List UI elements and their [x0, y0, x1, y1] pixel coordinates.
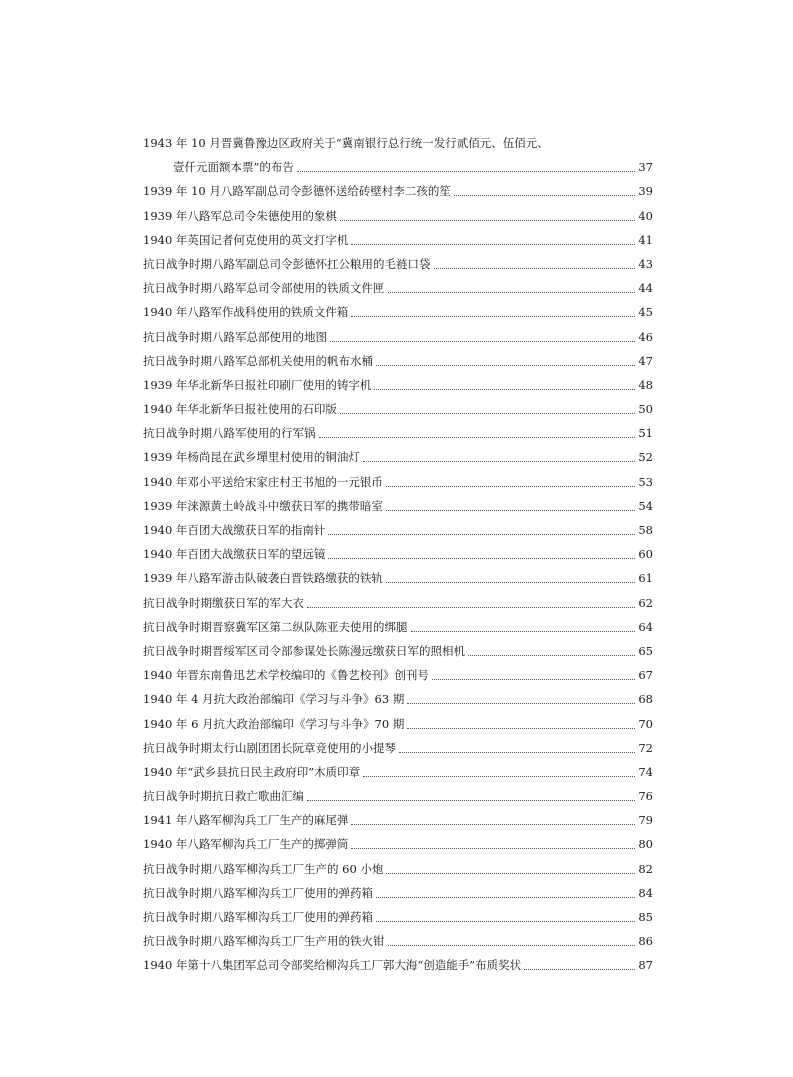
toc-page-number: 85 [638, 910, 653, 924]
toc-page-number: 46 [638, 329, 653, 344]
toc-entry-title: 抗日战争时期八路军柳沟兵工厂使用的弹药箱 [143, 910, 373, 924]
toc-entry-title: 1940 年 6 月抗大政治部编印《学习与斗争》70 期 [143, 716, 405, 731]
toc-entry-title: 1940 年八路军作战科使用的铁质文件箱 [143, 305, 349, 320]
toc-page-number: 37 [638, 160, 653, 175]
dot-leader [411, 631, 636, 632]
toc-entry[interactable] [143, 571, 653, 586]
toc-entry[interactable] [143, 813, 653, 828]
toc-page-number: 80 [638, 837, 653, 852]
toc-entry-title: 1939 年涞源黄土岭战斗中缴获日军的携带暗室 [143, 498, 383, 513]
toc-entry[interactable] [143, 910, 653, 925]
toc-page-number: 87 [638, 958, 653, 973]
toc-entry[interactable] [143, 475, 653, 490]
dot-leader [386, 510, 635, 511]
toc-page-number: 41 [638, 232, 653, 247]
dot-leader [363, 776, 635, 777]
toc-entry[interactable] [143, 402, 653, 417]
toc-page-number: 61 [638, 571, 653, 586]
toc-page-number: 70 [638, 716, 653, 731]
toc-entry[interactable] [143, 789, 653, 804]
toc-entry-title: 抗日战争时期缴获日军的军大衣 [143, 595, 304, 610]
toc-page-number: 54 [638, 498, 653, 513]
toc-page-number: 53 [638, 474, 653, 489]
dot-leader [340, 413, 635, 414]
toc-entry[interactable] [143, 523, 653, 538]
toc-entry-title: 1941 年八路军柳沟兵工厂生产的麻尾弹 [143, 813, 349, 828]
toc-entry-title: 1940 年百团大战缴获日军的指南针 [143, 523, 326, 537]
dot-leader [407, 728, 635, 729]
dot-leader [468, 655, 635, 656]
toc-page-number: 65 [638, 643, 653, 658]
dot-leader [399, 752, 635, 753]
dot-leader [376, 365, 635, 366]
dot-leader [319, 437, 636, 438]
dot-leader [454, 195, 635, 196]
toc-entry[interactable] [143, 765, 653, 780]
toc-entry-title: 抗日战争时期八路军总司令部使用的铁质文件匣 [143, 281, 385, 296]
dot-leader [351, 848, 635, 849]
toc-entry[interactable] [143, 233, 653, 248]
toc-entry[interactable] [143, 958, 653, 973]
toc-entry[interactable] [143, 499, 653, 514]
toc-entry-title: 抗日战争时期八路军副总司令彭德怀扛公粮用的毛裢口袋 [143, 256, 431, 271]
toc-page-number: 72 [638, 740, 653, 755]
toc-page-number: 86 [638, 934, 653, 949]
toc-entry-title: 1939 年 10 月八路军副总司令彭德怀送给砖壁村李二孩的笙 [143, 184, 451, 199]
toc-entry[interactable] [143, 330, 653, 345]
toc-page-number: 51 [638, 426, 653, 441]
toc-entry[interactable] [143, 305, 653, 320]
dot-leader [376, 897, 635, 898]
toc-entry[interactable] [143, 160, 653, 175]
toc-page-number: 45 [638, 305, 653, 320]
toc-entry-title: 抗日战争时期八路军柳沟兵工厂生产用的铁火钳 [143, 934, 385, 949]
toc-page-number: 60 [638, 547, 653, 562]
table-of-contents [143, 136, 653, 983]
toc-entry-title: 抗日战争时期八路军使用的行军锅 [143, 426, 316, 441]
toc-entry[interactable] [143, 426, 653, 441]
toc-entry-title: 抗日战争时期抗日救亡歌曲汇编 [143, 789, 304, 804]
dot-leader [328, 534, 635, 535]
toc-entry-title-line1: 1943 年 10 月晋冀鲁豫边区政府关于“冀南银行总行统一发行贰佰元、伍佰元、 [143, 136, 549, 150]
dot-leader [351, 316, 635, 317]
toc-entry-title: 抗日战争时期八路军柳沟兵工厂使用的弹药箱 [143, 885, 373, 900]
dot-leader [307, 800, 635, 801]
toc-page-number: 47 [638, 353, 653, 368]
toc-entry-title: 抗日战争时期八路军柳沟兵工厂生产的 60 小炮 [143, 861, 384, 876]
toc-page-number: 68 [638, 692, 653, 707]
dot-leader [376, 921, 635, 922]
toc-entry[interactable] [143, 934, 653, 949]
toc-entry[interactable] [143, 257, 653, 272]
toc-page-number: 43 [638, 256, 653, 271]
toc-entry-title: 1940 年英国记者何克使用的英文打字机 [143, 232, 349, 247]
toc-entry-title: 抗日战争时期晋察冀军区第二纵队陈亚夫使用的绑腿 [143, 619, 408, 634]
toc-entry-title: 1939 年华北新华日报社印刷厂使用的铸字机 [143, 377, 372, 392]
toc-entry[interactable] [143, 450, 653, 465]
toc-page-number: 44 [638, 281, 653, 296]
toc-entry-title: 1940 年邓小平送给宋家庄村王书旭的一元银币 [143, 474, 383, 489]
toc-entry[interactable] [143, 717, 653, 732]
dot-leader [297, 171, 635, 172]
toc-entry-title: 1940 年晋东南鲁迅艺术学校编印的《鲁艺校刊》创刊号 [143, 668, 429, 683]
toc-entry-title: 抗日战争时期八路军总部使用的地图 [143, 329, 327, 344]
dot-leader [363, 461, 635, 462]
dot-leader [388, 292, 636, 293]
toc-page-number: 62 [638, 595, 653, 610]
toc-page-number: 64 [638, 619, 653, 634]
toc-entry-title: 1940 年华北新华日报社使用的石印版 [143, 402, 337, 417]
toc-entry-title: 抗日战争时期晋绥军区司令部参谋处长陈漫远缴获日军的照相机 [143, 643, 465, 658]
toc-page-number: 82 [638, 861, 653, 876]
toc-entry-title: 1940 年八路军柳沟兵工厂生产的掷弹筒 [143, 837, 349, 852]
dot-leader [340, 220, 635, 221]
toc-entry[interactable] [143, 668, 653, 683]
toc-entry-title: 1940 年“武乡县抗日民主政府印”木质印章 [143, 764, 361, 779]
toc-entry[interactable] [143, 692, 653, 707]
toc-entry[interactable] [143, 547, 653, 562]
dot-leader [386, 486, 635, 487]
toc-page-number: 79 [638, 813, 653, 828]
toc-page-number: 50 [638, 402, 653, 417]
toc-entry[interactable] [143, 184, 653, 199]
toc-entry[interactable] [143, 837, 653, 852]
toc-entry-title: 抗日战争时期太行山剧团团长阮章竞使用的小提琴 [143, 740, 396, 755]
dot-leader [307, 607, 635, 608]
toc-page-number: 76 [638, 789, 653, 804]
dot-leader [388, 945, 636, 946]
dot-leader [386, 582, 635, 583]
toc-entry-title: 抗日战争时期八路军总部机关使用的帆布水桶 [143, 353, 373, 368]
toc-entry-title: 1940 年 4 月抗大政治部编印《学习与斗争》63 期 [143, 692, 405, 707]
toc-page-number: 67 [638, 668, 653, 683]
toc-page-number: 84 [638, 885, 653, 900]
toc-page-number: 74 [638, 764, 653, 779]
dot-leader [328, 558, 635, 559]
toc-entry-title: 壹仟元面额本票”的布告 [173, 160, 294, 175]
toc-entry[interactable] [143, 644, 653, 659]
toc-page-number: 48 [638, 377, 653, 392]
toc-entry[interactable] [143, 741, 653, 756]
toc-page-number: 52 [638, 450, 653, 465]
toc-entry-title: 1940 年第十八集团军总司令部奖给柳沟兵工厂郭大海“创造能手”布质奖状 [143, 958, 522, 973]
toc-entry-title: 1939 年八路军游击队破袭白晋铁路缴获的铁轨 [143, 571, 383, 586]
toc-page-number: 58 [638, 523, 653, 537]
dot-leader [330, 341, 635, 342]
toc-entry[interactable] [143, 862, 653, 877]
dot-leader [524, 969, 635, 970]
toc-entry[interactable] [143, 281, 653, 296]
toc-page-number: 40 [638, 208, 653, 223]
dot-leader [351, 824, 635, 825]
dot-leader [434, 268, 636, 269]
dot-leader [351, 244, 635, 245]
dot-leader [374, 389, 635, 390]
toc-entry[interactable] [143, 209, 653, 224]
dot-leader [386, 873, 635, 874]
toc-entry[interactable] [143, 886, 653, 901]
toc-entry[interactable] [143, 596, 653, 611]
dot-leader [407, 703, 635, 704]
dot-leader [432, 679, 635, 680]
toc-page-number: 39 [638, 184, 653, 199]
toc-list [143, 184, 653, 973]
toc-entry[interactable] [143, 354, 653, 369]
toc-entry-title: 1939 年八路军总司令朱德使用的象棋 [143, 208, 337, 223]
toc-entry[interactable] [143, 378, 653, 393]
toc-entry-title: 1939 年杨尚昆在武乡墠里村使用的铜油灯 [143, 450, 360, 465]
toc-entry[interactable] [143, 620, 653, 635]
toc-entry-title: 1940 年百团大战缴获日军的望远镜 [143, 547, 326, 562]
